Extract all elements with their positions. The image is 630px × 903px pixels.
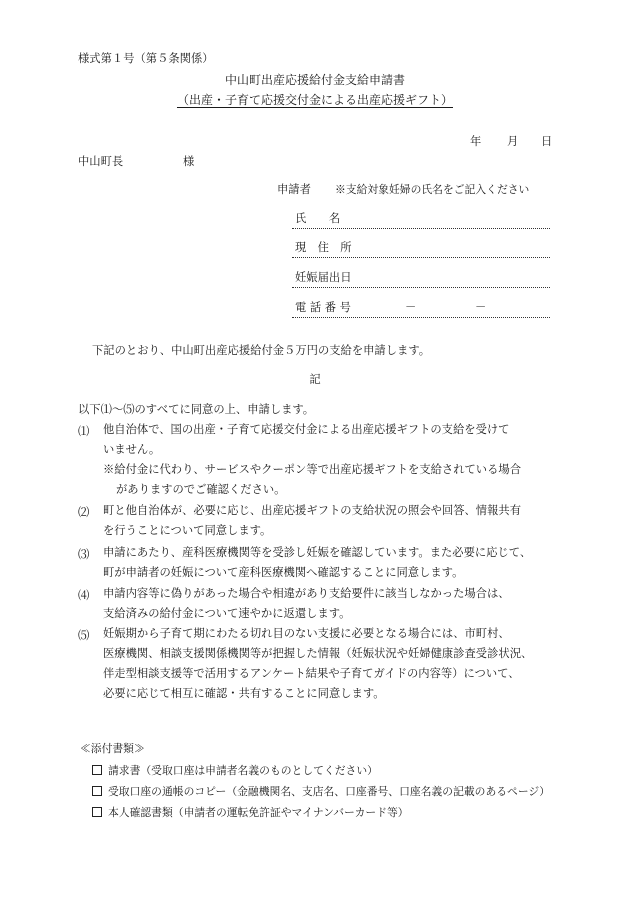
form-subtitle xyxy=(0,93,630,108)
item-5-line-3: 伴走型相談支援等で活用するアンケート結果や子育てガイドの内容等）について、 xyxy=(103,667,520,680)
attachment-item xyxy=(92,785,550,798)
item-1-number: ⑴ xyxy=(78,425,90,438)
attachment-1-label: 請求書（受取口座は申請者名義のものとしてください） xyxy=(108,764,378,777)
item-2-number: ⑵ xyxy=(78,506,90,519)
field-name-label: 氏 名 xyxy=(295,212,341,225)
attachments-heading: ≪添付書類≫ xyxy=(80,742,145,755)
date-month-label: 月 xyxy=(507,135,519,148)
attachment-2-checkbox[interactable] xyxy=(92,786,102,796)
date-day-label: 日 xyxy=(541,135,553,148)
address-dotted-line xyxy=(292,257,550,258)
applicant-label: 申請者 xyxy=(277,183,311,196)
request-statement: 下記のとおり、中山町出産応援給付金５万円の支給を申請します。 xyxy=(92,344,431,357)
consent-intro: 以下⑴～⑸のすべてに同意の上、申請します。 xyxy=(78,403,315,416)
item-3-line-1: 申請にあたり、産科医療機関等を受診し妊娠を確認しています。また必要に応じて、 xyxy=(103,546,532,559)
attachment-3-label: 本人確認書類（申請者の運転免許証やマイナンバーカード等） xyxy=(108,806,409,819)
attachment-1-checkbox[interactable] xyxy=(92,765,102,775)
form-title: 中山町出産応援給付金支給申請書 xyxy=(224,73,405,87)
item-3-line-2: 町が申請者の妊娠について産科医療機関へ確認することに同意します。 xyxy=(103,566,464,579)
item-3-number: ⑶ xyxy=(78,548,90,561)
form-number: 様式第１号（第５条関係） xyxy=(78,52,214,65)
form-subtitle-text: （出産・子育て応援交付金による出産応援ギフト） xyxy=(176,93,453,107)
field-phone-label: 電 話 番 号 xyxy=(295,301,351,314)
item-5-line-1: 妊娠期から子育て期にわたる切れ目のない支援に必要となる場合には、市町村、 xyxy=(103,627,510,640)
addressee-sama: 様 xyxy=(183,155,195,168)
phone-dash-1: － xyxy=(405,301,417,314)
item-1-note-line-2: がありますのでご確認ください。 xyxy=(116,483,286,496)
attachment-2-label: 受取口座の通帳のコピー（金融機関名、支店名、口座番号、口座名義の記載のあるページ） xyxy=(108,785,551,798)
field-address-label: 現 住 所 xyxy=(295,241,352,254)
item-5-line-2: 医療機関、相談支援関係機関等が把握した情報（妊娠状況や妊婦健康診査受診状況、 xyxy=(103,647,533,660)
name-dotted-line xyxy=(292,228,550,229)
item-2-line-2: を行うことについて同意します。 xyxy=(103,524,272,537)
item-4-line-1: 申請内容等に偽りがあった場合や相違があり支給要件に該当しなかった場合は、 xyxy=(103,587,510,600)
ki-heading: 記 xyxy=(309,373,321,386)
applicant-note: ※支給対象妊婦の氏名をご記入ください xyxy=(335,183,530,196)
field-pregnancy-date-label: 妊娠届出日 xyxy=(295,271,352,284)
item-5-number: ⑸ xyxy=(78,629,90,642)
item-2-line-1: 町と他自治体が、必要に応じ、出産応援ギフトの支給状況の照会や回答、情報共有 xyxy=(103,504,521,517)
item-4-line-2: 支給済みの給付金について速やかに返還します。 xyxy=(103,607,351,620)
item-1-line-2: いません。 xyxy=(103,443,161,456)
attachment-item xyxy=(92,806,409,819)
phone-dotted-line xyxy=(292,317,550,318)
phone-dash-2: － xyxy=(475,301,487,314)
addressee-mayor: 中山町長 xyxy=(78,155,124,168)
pregnancy-date-dotted-line xyxy=(292,287,550,288)
date-year-label: 年 xyxy=(470,135,482,148)
attachment-3-checkbox[interactable] xyxy=(92,807,102,817)
item-1-line-1: 他自治体で、国の出産・子育て応援交付金による出産応援ギフトの支給を受けて xyxy=(103,423,510,436)
item-5-line-4: 必要に応じて相互に確認・共有することに同意します。 xyxy=(103,687,385,700)
item-4-number: ⑷ xyxy=(78,589,90,602)
item-1-note-line-1: ※給付金に代わり、サービスやクーポン等で出産応援ギフトを支給されている場合 xyxy=(103,463,521,476)
attachment-item xyxy=(92,764,378,777)
